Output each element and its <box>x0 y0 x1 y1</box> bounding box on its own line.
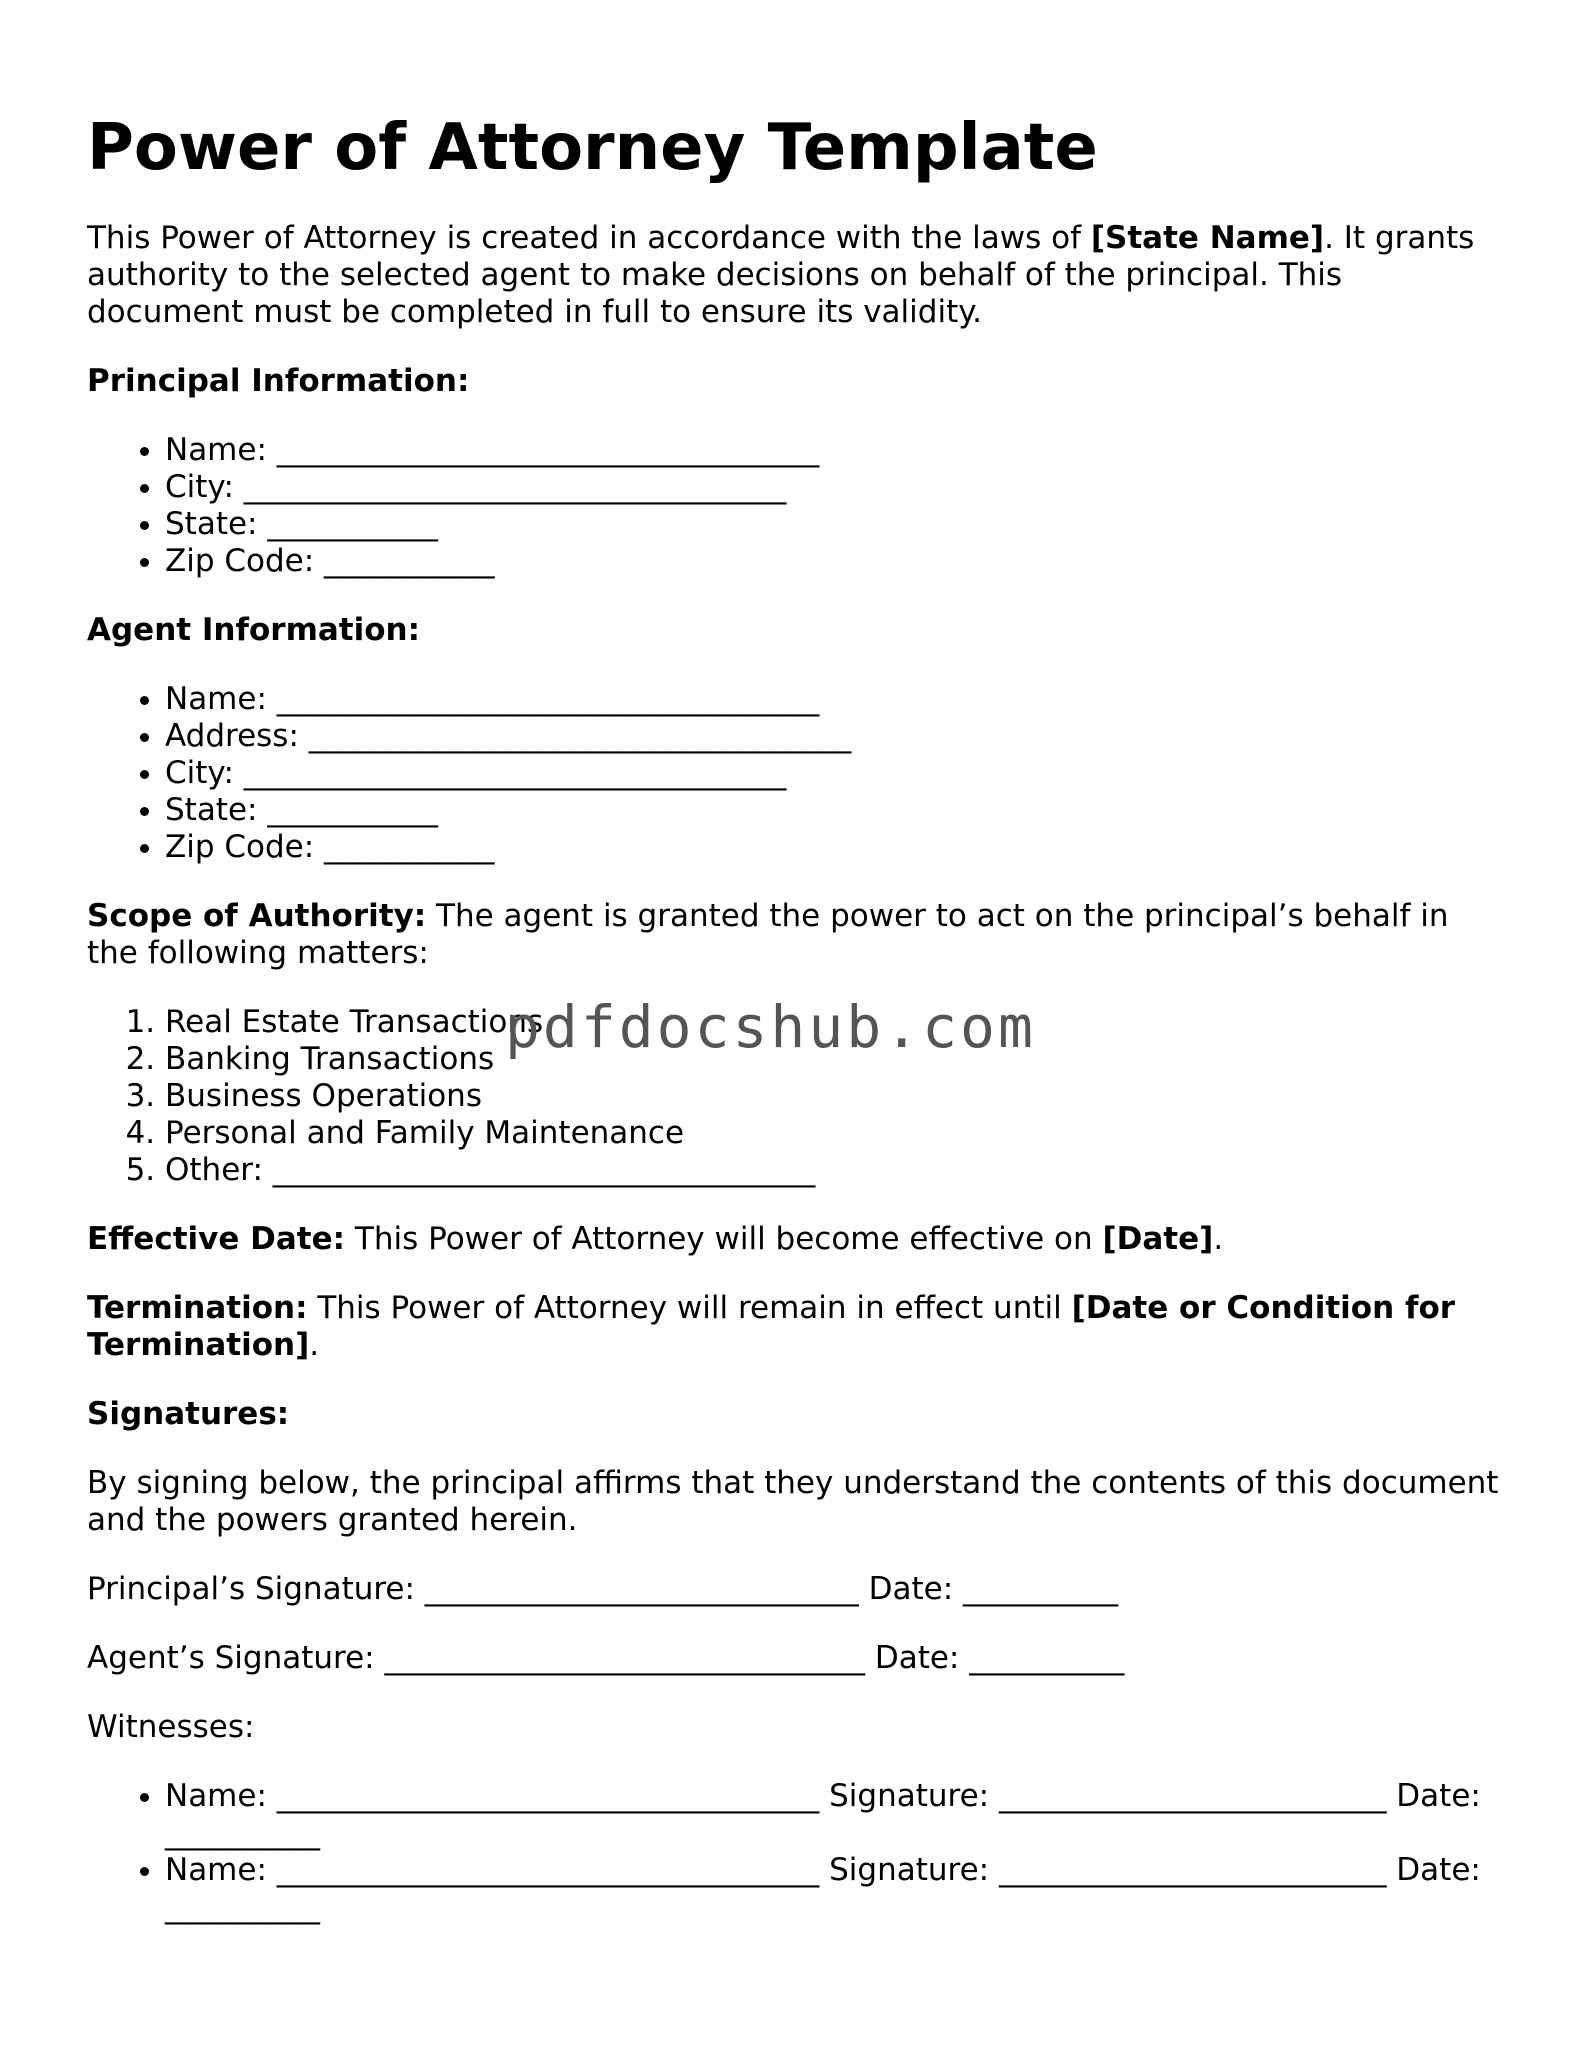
witnesses-list <box>87 1778 1507 1926</box>
agent-zip-field: • Zip Code: ___________ <box>165 829 1507 866</box>
agent-name-field: • Name: ___________________________________ <box>165 681 1507 718</box>
effective-date-placeholder: [Date] <box>1102 1221 1214 1257</box>
termination-placeholder: [Date or Condition for Termination] <box>87 1290 1456 1363</box>
principal-city-field: • City: ___________________________________ <box>165 469 1507 506</box>
principal-zip-field: • Zip Code: ___________ <box>165 543 1507 580</box>
scope-item-other: 5. Other: ___________________________________ <box>165 1152 1507 1189</box>
state-name-placeholder: [State Name] <box>1090 220 1325 256</box>
intro-paragraph <box>87 220 1507 331</box>
termination-heading: Termination: <box>87 1290 308 1326</box>
agent-signature-line: Agent’s Signature: _______________________________ Date: __________ <box>87 1640 1125 1676</box>
scope-item-personal-family: 4. Personal and Family Maintenance <box>165 1115 1507 1152</box>
scope-text: The agent is granted the power to act on the principal’s behalf in the following matters: <box>87 898 1449 971</box>
witness-line-2: • Name: ___________________________________ Signature: _________________________ Date: __________ <box>165 1852 1507 1926</box>
agent-city-field: • City: ___________________________________ <box>165 755 1507 792</box>
principal-state-field: • State: ___________ <box>165 506 1507 543</box>
page-title: Power of Attorney Template <box>87 111 1098 185</box>
signatures-statement: By signing below, the principal affirms that they understand the contents of this document and the powers granted herein. <box>87 1465 1499 1538</box>
termination-paragraph: Termination: This Power of Attorney will remain in effect until [Date or Condition for Termination]. <box>87 1290 1456 1363</box>
scope-item-real-estate: 1. Real Estate Transactions <box>165 1004 1507 1041</box>
scope-item-banking: 2. Banking Transactions <box>165 1041 1507 1078</box>
agent-state-field: • State: ___________ <box>165 792 1507 829</box>
principal-heading: Principal Information: <box>87 363 470 399</box>
principal-fields-list <box>87 432 1507 580</box>
signatures-heading: Signatures: <box>87 1396 290 1432</box>
principal-signature-line: Principal’s Signature: ____________________________ Date: __________ <box>87 1571 1119 1607</box>
principal-name-field: • Name: ___________________________________ <box>165 432 1507 469</box>
agent-fields-list <box>87 681 1507 866</box>
intro-text-before: This Power of Attorney is created in accordance with the laws of <box>87 220 1091 256</box>
scope-heading: Scope of Authority: <box>87 898 427 934</box>
witnesses-label: Witnesses: <box>87 1709 255 1745</box>
watermark-text: pdfdocshub.com <box>505 993 1036 1061</box>
scope-paragraph <box>87 898 1507 972</box>
effective-date-paragraph: Effective Date: This Power of Attorney will become effective on [Date]. <box>87 1221 1224 1257</box>
scope-item-business: 3. Business Operations <box>165 1078 1507 1115</box>
agent-address-field: • Address: ___________________________________ <box>165 718 1507 755</box>
effective-date-heading: Effective Date: <box>87 1221 346 1257</box>
agent-heading: Agent Information: <box>87 612 420 648</box>
witness-line-1: • Name: ___________________________________ Signature: _________________________ Date: __________ <box>165 1778 1507 1852</box>
intro-text-after: . It grants authority to the selected agent to make decisions on behalf of the principal. This document must be completed in full to ensure its validity. <box>87 220 1475 330</box>
